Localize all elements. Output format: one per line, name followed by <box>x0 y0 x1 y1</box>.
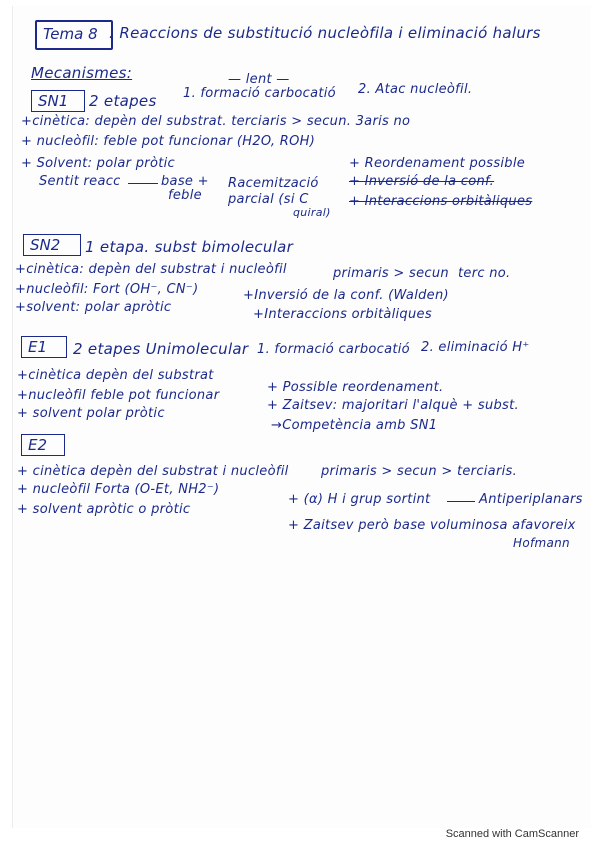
scanner-footer: Scanned with CamScanner <box>445 828 579 840</box>
sn2-cinetica-order: primaris > secun <box>333 266 449 281</box>
title-box <box>35 20 113 50</box>
title-box-label: Tema 8 <box>43 25 98 43</box>
e2-cinetica-order: primaris > secun > terciaris. <box>321 464 518 479</box>
sn1-inversio: + Inversió de la conf. <box>349 174 495 189</box>
title-text: : Reaccions de substitució nucleòfila i eliminació halurs <box>109 24 541 42</box>
sn1-reordenament: + Reordenament possible <box>349 156 526 171</box>
e2-antiperi: Antiperiplanars <box>479 492 583 507</box>
sn1-base: base + <box>161 174 209 189</box>
sn1-racem-3: quiral) <box>293 206 331 219</box>
sn1-step1: 1. formació carbocatió <box>183 86 336 101</box>
sn1-steps: 2 etapes <box>89 92 157 110</box>
e1-nucleofil: +nucleòfil feble pot funcionar <box>17 388 220 403</box>
sn1-feble: feble <box>168 188 202 203</box>
sn1-solvent: + Solvent: polar pròtic <box>21 156 175 171</box>
sn2-inversio: +Inversió de la conf. (Walden) <box>243 288 449 303</box>
e2-cinetica: + cinètica depèn del substrat i nucleòfil <box>17 464 289 479</box>
e1-cinetica: +cinètica depèn del substrat <box>17 368 214 383</box>
e2-nucleofil: + nucleòfil Forta (O-Et, NH2⁻) <box>17 482 220 497</box>
sn2-box <box>23 234 81 256</box>
e1-box-label: E1 <box>28 338 48 356</box>
sn2-solvent: +solvent: polar apròtic <box>15 300 172 315</box>
e2-hofmann: Hofmann <box>513 536 570 550</box>
sn1-racem-1: Racemització <box>228 176 319 191</box>
e2-grup: + (α) H i grup sortint <box>288 492 431 507</box>
sn1-step2: 2. Atac nucleòfil. <box>358 82 473 97</box>
sn1-box-label: SN1 <box>38 92 69 110</box>
e2-box-label: E2 <box>28 436 48 454</box>
e1-header: 2 etapes Unimolecular <box>73 340 249 358</box>
sn2-cinetica: +cinètica: depèn del substrat i nucleòfil <box>15 262 287 277</box>
sn2-interaccions: +Interaccions orbitàliques <box>253 307 432 322</box>
e2-solvent: + solvent apròtic o pròtic <box>17 502 191 517</box>
notebook-page <box>12 6 591 828</box>
sn2-box-label: SN2 <box>30 236 61 254</box>
e1-step1: 1. formació carbocatió <box>257 342 410 357</box>
e2-zaitsev: + Zaitsev però base voluminosa afavoreix <box>288 518 576 533</box>
e1-competencia: →Competència amb SN1 <box>271 418 438 433</box>
sn2-nucleofil: +nucleòfil: Fort (OH⁻, CN⁻) <box>15 282 199 297</box>
e2-box <box>21 434 65 456</box>
sn1-interaccions: + Interaccions orbitàliques <box>349 194 533 209</box>
e1-zaitsev: + Zaitsev: majoritari l'alquè + subst. <box>267 398 519 413</box>
sn1-sentit: Sentit reacc <box>39 174 121 189</box>
sn2-header: 1 etapa. subst bimolecular <box>85 238 294 256</box>
sn1-nucleofil: + nucleòfil: feble pot funcionar (H2O, ROH) <box>21 134 316 149</box>
sn1-cinetica: +cinètica: depèn del substrat. terciaris > secun. 3aris no <box>21 114 411 129</box>
sn2-cinetica-terc: terc no. <box>458 266 511 281</box>
lent-note: — lent — <box>228 72 290 87</box>
e1-box <box>21 336 67 358</box>
sn1-racem-2: parcial (si C <box>228 192 309 207</box>
mecanismes-heading: Mecanismes: <box>31 64 133 82</box>
e1-step2: 2. eliminació H⁺ <box>421 340 530 355</box>
sn1-box <box>31 90 85 112</box>
e1-solvent: + solvent polar pròtic <box>17 406 165 421</box>
e2-arrow <box>447 501 475 502</box>
e1-reordenament: + Possible reordenament. <box>267 380 444 395</box>
sn1-sentit-arrow <box>128 183 158 184</box>
